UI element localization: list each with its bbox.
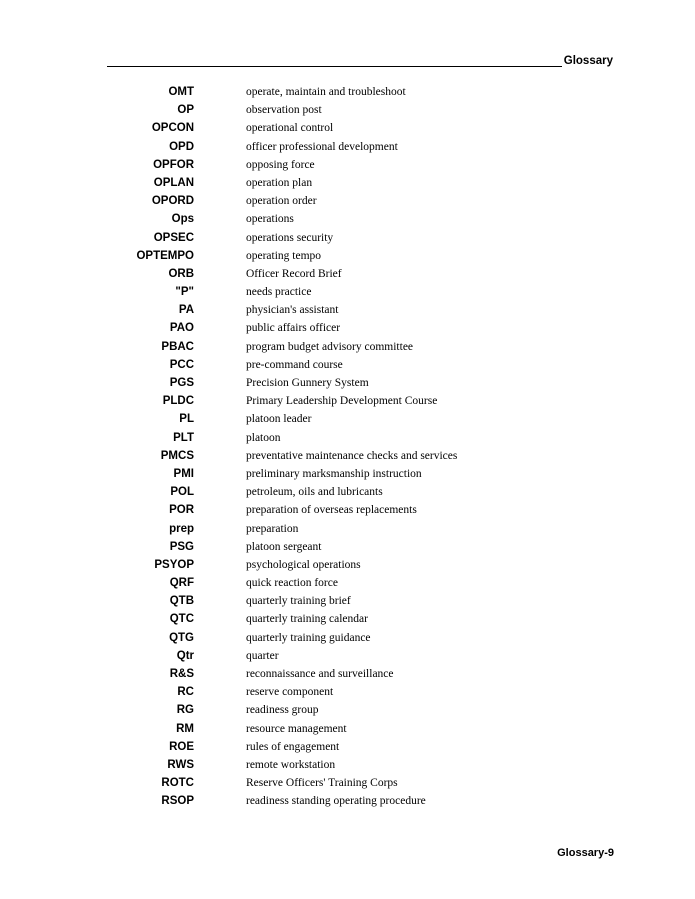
glossary-entry bbox=[0, 374, 695, 392]
glossary-entry bbox=[0, 392, 695, 410]
glossary-entry bbox=[0, 647, 695, 665]
glossary-term: RC bbox=[177, 686, 194, 699]
glossary-term: OPD bbox=[169, 140, 194, 153]
glossary-term: OPFOR bbox=[153, 158, 194, 171]
glossary-term: PLDC bbox=[162, 395, 194, 408]
glossary-definition: readiness group bbox=[246, 704, 319, 717]
glossary-definition: operational control bbox=[246, 122, 334, 135]
glossary-term: OPSEC bbox=[153, 231, 194, 244]
glossary-definition: operate, maintain and troubleshoot bbox=[246, 86, 406, 98]
glossary-list bbox=[0, 83, 695, 811]
glossary-definition: operations security bbox=[246, 231, 334, 244]
glossary-entry bbox=[0, 429, 695, 447]
glossary-entry bbox=[0, 174, 695, 192]
glossary-definition: physician's assistant bbox=[246, 304, 339, 317]
glossary-entry bbox=[0, 192, 695, 210]
glossary-definition: Primary Leadership Development Course bbox=[246, 395, 438, 408]
glossary-definition: remote workstation bbox=[246, 758, 336, 771]
glossary-definition: quarter bbox=[246, 649, 279, 662]
glossary-entry bbox=[0, 356, 695, 374]
glossary-definition: Officer Record Brief bbox=[246, 267, 342, 280]
glossary-term: Qtr bbox=[176, 649, 194, 662]
glossary-term: PCC bbox=[169, 358, 194, 371]
glossary-term: PSG bbox=[169, 540, 194, 553]
glossary-entry bbox=[0, 210, 695, 228]
glossary-definition: reconnaissance and surveillance bbox=[246, 668, 394, 680]
glossary-entry bbox=[0, 683, 695, 701]
glossary-term: PMI bbox=[173, 467, 194, 480]
glossary-entry bbox=[0, 701, 695, 719]
glossary-definition: quarterly training brief bbox=[246, 595, 351, 608]
glossary-definition: platoon bbox=[246, 431, 281, 444]
glossary-definition: quarterly training calendar bbox=[246, 613, 368, 626]
glossary-entry bbox=[0, 156, 695, 174]
glossary-term: RWS bbox=[167, 758, 194, 771]
header-title: Glossary bbox=[563, 55, 613, 67]
glossary-entry bbox=[0, 520, 695, 538]
glossary-term: OPORD bbox=[151, 195, 194, 208]
glossary-definition: operating tempo bbox=[246, 249, 322, 262]
glossary-term: OP bbox=[177, 104, 194, 117]
glossary-entry bbox=[0, 447, 695, 465]
glossary-term: PMCS bbox=[160, 449, 194, 462]
glossary-definition: platoon sergeant bbox=[246, 540, 322, 553]
glossary-entry bbox=[0, 756, 695, 774]
glossary-entry bbox=[0, 592, 695, 610]
page-number: Glossary-9 bbox=[557, 847, 614, 859]
glossary-definition: operation plan bbox=[246, 176, 313, 189]
glossary-definition: Precision Gunnery System bbox=[246, 377, 369, 389]
glossary-term: QTG bbox=[169, 631, 194, 644]
glossary-definition: Reserve Officers' Training Corps bbox=[246, 777, 398, 790]
glossary-entry bbox=[0, 265, 695, 283]
glossary-term: RM bbox=[176, 722, 194, 735]
glossary-term: POL bbox=[170, 486, 194, 499]
glossary-term: QRF bbox=[169, 577, 194, 590]
glossary-term: PGS bbox=[169, 377, 194, 389]
glossary-definition: rules of engagement bbox=[246, 740, 340, 753]
glossary-definition: program budget advisory committee bbox=[246, 340, 414, 353]
glossary-definition: preliminary marksmanship instruction bbox=[246, 467, 422, 480]
glossary-term: PBAC bbox=[161, 340, 194, 353]
glossary-term: ORB bbox=[168, 267, 194, 280]
glossary-entry bbox=[0, 610, 695, 628]
glossary-term: QTC bbox=[169, 613, 194, 626]
glossary-definition: officer professional development bbox=[246, 140, 398, 153]
glossary-entry bbox=[0, 738, 695, 756]
glossary-entry bbox=[0, 301, 695, 319]
glossary-term: PAO bbox=[169, 322, 194, 335]
glossary-term: OPCON bbox=[151, 122, 194, 135]
glossary-entry bbox=[0, 538, 695, 556]
glossary-entry bbox=[0, 319, 695, 337]
glossary-term: OPTEMPO bbox=[136, 249, 194, 262]
glossary-definition: observation post bbox=[246, 104, 322, 117]
glossary-definition: reserve component bbox=[246, 686, 334, 699]
glossary-definition: psychological operations bbox=[246, 558, 361, 571]
glossary-entry bbox=[0, 338, 695, 356]
glossary-entry bbox=[0, 138, 695, 156]
glossary-definition: quick reaction force bbox=[246, 577, 338, 590]
glossary-definition: platoon leader bbox=[246, 413, 312, 426]
glossary-definition: resource management bbox=[246, 722, 347, 735]
glossary-term: PA bbox=[178, 304, 194, 317]
glossary-entry bbox=[0, 501, 695, 519]
glossary-entry bbox=[0, 792, 695, 810]
glossary-entry bbox=[0, 229, 695, 247]
glossary-entry bbox=[0, 629, 695, 647]
glossary-entry bbox=[0, 556, 695, 574]
glossary-term: R&S bbox=[169, 668, 194, 680]
glossary-definition: operation order bbox=[246, 195, 317, 208]
page-header bbox=[107, 54, 614, 68]
glossary-entry bbox=[0, 410, 695, 428]
glossary-definition: opposing force bbox=[246, 158, 315, 171]
glossary-definition: petroleum, oils and lubricants bbox=[246, 486, 383, 499]
glossary-term: RSOP bbox=[161, 795, 194, 808]
glossary-definition: public affairs officer bbox=[246, 322, 341, 335]
glossary-definition: operations bbox=[246, 213, 294, 226]
glossary-entry bbox=[0, 720, 695, 738]
glossary-entry bbox=[0, 574, 695, 592]
glossary-entry bbox=[0, 665, 695, 683]
glossary-definition: quarterly training guidance bbox=[246, 631, 371, 644]
glossary-term: ROE bbox=[169, 740, 194, 753]
glossary-entry bbox=[0, 465, 695, 483]
glossary-entry bbox=[0, 119, 695, 137]
glossary-definition: preparation of overseas replacements bbox=[246, 504, 417, 517]
glossary-term: PSYOP bbox=[154, 558, 194, 571]
glossary-definition: needs practice bbox=[246, 286, 312, 299]
glossary-term: PLT bbox=[173, 431, 194, 444]
glossary-entry bbox=[0, 283, 695, 301]
glossary-term: Ops bbox=[171, 213, 194, 226]
glossary-entry bbox=[0, 83, 695, 101]
glossary-term: QTB bbox=[169, 595, 194, 608]
glossary-entry bbox=[0, 247, 695, 265]
glossary-term: prep bbox=[169, 522, 194, 535]
header-rule bbox=[107, 66, 562, 67]
glossary-term: OPLAN bbox=[153, 176, 194, 189]
glossary-term: ROTC bbox=[161, 777, 194, 790]
glossary-definition: readiness standing operating procedure bbox=[246, 795, 426, 808]
glossary-definition: pre-command course bbox=[246, 358, 343, 371]
glossary-term: OMT bbox=[168, 86, 194, 98]
glossary-term: "P" bbox=[175, 286, 194, 299]
glossary-entry bbox=[0, 101, 695, 119]
glossary-term: POR bbox=[169, 504, 194, 517]
glossary-term: PL bbox=[179, 413, 194, 426]
glossary-definition: preparation bbox=[246, 522, 299, 535]
glossary-entry bbox=[0, 774, 695, 792]
glossary-entry bbox=[0, 483, 695, 501]
glossary-definition: preventative maintenance checks and services bbox=[246, 449, 458, 462]
glossary-term: RG bbox=[176, 704, 194, 717]
